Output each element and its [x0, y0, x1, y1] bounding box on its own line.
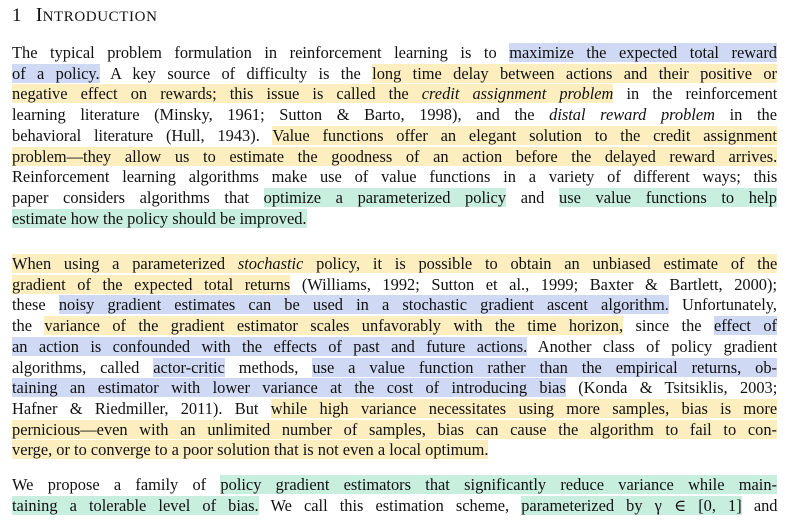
- text-line: [12, 358, 777, 379]
- text-line: [12, 399, 777, 420]
- highlight-green: taining a tolerable level of bias.: [12, 495, 259, 515]
- text-line: [12, 167, 777, 188]
- text-line: [12, 275, 777, 296]
- highlight-blue: actor-critic: [153, 357, 225, 377]
- highlight-blue: use a value function rather than the empirical returns, ob-: [312, 357, 778, 377]
- paragraph-3: [12, 475, 777, 516]
- highlight-yellow: When using a parameterized: [12, 254, 238, 273]
- text-line: [12, 43, 777, 64]
- section-heading: [12, 4, 158, 27]
- text-segment: and: [741, 495, 778, 515]
- text-line: [12, 254, 777, 275]
- highlight-blue: effect of: [713, 316, 777, 336]
- text-line: [12, 188, 777, 209]
- highlight-yellow: variance of the gradient estimator scales unfavorably with the time horizon,: [44, 316, 624, 336]
- highlight-yellow: policy, it is possible to obtain an unbiased estimate of the: [303, 254, 778, 273]
- highlight-blue: maximize the expected total reward: [509, 43, 777, 62]
- highlight-green: parameterized by γ ∈ [0, 1]: [521, 495, 742, 515]
- section-title-initial: I: [35, 4, 43, 26]
- text-line: [12, 84, 777, 105]
- text-segment: the: [12, 316, 45, 336]
- text-line: [12, 64, 777, 85]
- highlight-yellow: negative effect on rewards; this issue is called the: [12, 84, 422, 104]
- highlight-green: optimize a parameterized policy: [263, 187, 507, 207]
- highlight-blue: taining an estimator with lower variance at the cost of introducing bias: [12, 378, 566, 398]
- text-segment: in the reinforcement: [613, 84, 778, 104]
- highlight-yellow: long time delay between actions and their positive or: [372, 63, 777, 83]
- text-line: [12, 147, 777, 168]
- text-segment: (Konda & Tsitsiklis, 2003;: [565, 378, 778, 398]
- highlight-blue: of a policy.: [12, 63, 100, 83]
- text-line: [12, 496, 777, 517]
- text-segment: (Williams, 1992; Sutton et al., 1999; Baxter & Bartlett, 2000);: [290, 274, 778, 294]
- text-segment: behavioral literature (Hull, 1943).: [12, 125, 273, 145]
- section-number: 1: [12, 5, 22, 26]
- text-line: [12, 316, 777, 337]
- text-line: [12, 209, 777, 230]
- highlight-blue: noisy gradient estimates can be used in a stochastic gradient ascent algorithm.: [58, 295, 669, 315]
- text-segment: Unfortunately,: [668, 295, 777, 315]
- text-line: [12, 440, 777, 461]
- highlight-yellow: verge, or to converge to a poor solution that is not even a local optimum.: [12, 440, 489, 460]
- text-line: [12, 105, 777, 126]
- highlight-yellow-italic: stochastic: [237, 254, 304, 273]
- text-line: [12, 126, 777, 147]
- text-segment: learning literature (Minsky, 1961; Sutton & Barto, 1998), and the: [12, 105, 550, 125]
- highlight-green: use value functions to help: [559, 187, 777, 207]
- text-line: [12, 475, 777, 496]
- highlight-green: estimate how the policy should be improved.: [12, 208, 307, 228]
- highlight-green: policy gradient estimators that significantly reduce variance while main-: [220, 475, 777, 494]
- text-segment: methods,: [224, 357, 313, 377]
- text-line: [12, 420, 777, 441]
- text-segment: We call this estimation scheme,: [258, 495, 522, 515]
- highlight-yellow: Value functions offer an elegant solution to the credit assignment: [272, 125, 777, 145]
- highlight-yellow: pernicious—even with an unlimited number of samples, bias can cause the algorithm to fail to con-: [12, 419, 777, 439]
- text-segment: and: [506, 187, 560, 207]
- text-segment: paper considers algorithms that: [12, 187, 264, 207]
- text-line: [12, 378, 777, 399]
- highlight-blue: an action is confounded with the effects of past and future actions.: [12, 336, 528, 356]
- text-line: [12, 337, 777, 358]
- text-segment: in the: [714, 105, 777, 125]
- text-segment: A key source of difficulty is the: [99, 63, 373, 83]
- text-segment: We propose a family of: [12, 475, 221, 494]
- text-segment: Hafner & Riedmiller, 2011). But: [12, 398, 271, 418]
- highlight-yellow: estimate the goodness of an action before the delayed reward arrives.: [229, 146, 778, 166]
- text-segment: algorithms, called: [12, 357, 154, 377]
- text-segment: Reinforcement learning algorithms make use of value functions in a variety of different ways; this: [12, 167, 778, 187]
- paragraph-1: [12, 43, 777, 229]
- text-line: [12, 295, 777, 316]
- text-segment: these: [12, 295, 59, 315]
- highlight-yellow: while high variance necessitates using more samples, bias is more: [270, 398, 778, 418]
- section-title-rest: NTRODUCTION: [42, 9, 158, 25]
- text-segment: The typical problem formulation in reinforcement learning is to: [12, 43, 510, 62]
- highlight-yellow: gradient of the expected total returns: [12, 274, 291, 294]
- highlight-yellow-italic: credit assignment problem: [421, 84, 614, 104]
- highlight-yellow: problem—they allow us to: [12, 146, 230, 166]
- text-segment: since the: [623, 316, 714, 336]
- italic-term: distal reward problem: [549, 105, 715, 125]
- paragraph-2: [12, 254, 777, 461]
- text-segment: Another class of policy gradient: [527, 336, 778, 356]
